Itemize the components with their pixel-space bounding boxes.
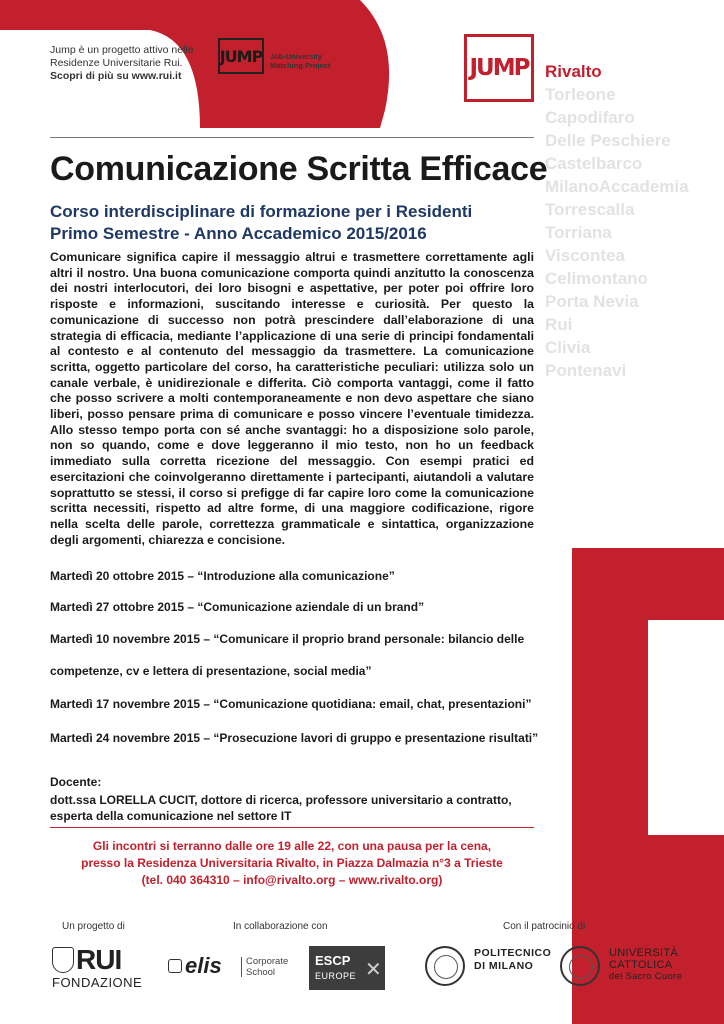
escp-europe-logo [309, 946, 385, 990]
politecnico-line: POLITECNICO [474, 947, 552, 959]
elis-sub-line: School [246, 967, 276, 978]
teacher-label: Docente: [50, 775, 102, 789]
footer-label-project: Un progetto di [62, 921, 125, 932]
teacher-line: esperta della comunicazione nel settore IT [50, 809, 292, 823]
session-item: Martedì 27 ottobre 2015 – “Comunicazione aziendale di un brand” [50, 600, 425, 614]
residence-item: Delle Peschiere [545, 131, 671, 150]
jump-logo: JUMP [218, 38, 264, 74]
venue-line: presso la Residenza Universitaria Rivalto, in Piazza Dalmazia n°3 a Trieste [81, 856, 503, 870]
venue-line: Gli incontri si terranno dalle ore 19 alle 22, con una pausa per la cena, [92, 839, 492, 853]
venue-info [50, 838, 534, 889]
session-item-continuation: competenze, cv e lettera di presentazione, social media” [50, 664, 372, 678]
residence-item: Viscontea [545, 246, 626, 265]
teacher-info [50, 792, 520, 824]
footer-label-patronage: Con il patrocinio di [503, 921, 586, 932]
cattolica-seal-icon [560, 946, 600, 986]
residence-item: Torrescalla [545, 200, 635, 219]
cattolica-line: del Sacro Cuore [609, 971, 683, 982]
cattolica-line: CATTOLICA [609, 959, 673, 971]
escp-logo-sub: EUROPE [315, 971, 357, 981]
contact-line: (tel. 040 364310 – info@rivalto.org – www.rivalto.org) [141, 873, 443, 887]
cattolica-logo-text [609, 947, 682, 983]
session-item: Martedì 24 novembre 2015 – “Prosecuzione lavori di gruppo e presentazione risultati” [50, 731, 539, 745]
politecnico-logo-text [474, 947, 551, 973]
residence-item: MilanoAccademia [545, 177, 689, 196]
elis-logo-sub [246, 956, 288, 978]
jump-logo-large: JUMP [464, 34, 534, 102]
residence-item: Clivia [545, 338, 591, 357]
course-description: Comunicare significa capire il messaggio altrui e trasmettere correttamente agli altri il nostro. Una buona comunicazione comporta quindi anzitutto la conoscenza dei nostri interlocutori, dei loro bisogni e aspettative, per poter poi offrire loro risposte e informazioni, suscitando interesse e curiosità. Per questo la comunicazione di successo non potrà prescindere dall’elaborazione di una strategia di efficacia, mediante l’applicazione di una serie di principi fondamentali al contesto e al contenuto del messaggio da trasmettere. La comunicazione scritta, oggetto particolare del corso, ha caratteristiche peculiari: utilizza solo un canale verbale, è unidirezionale e differita. Ciò comporta vantaggi, come il fatto che posso scrivere a molti contemporaneamente e non devo aspettare che siano liberi, posso pensare prima di comunicare e posso vincere l’eventuale timidezza. Allo stesso tempo porta con sé anche svantaggi: ho a disposizione solo parole, non so quando, come e dove leggeranno il mio testo, non ho un feedback immediato sulla corretta ricezione del messaggio. Con esempi pratici ed esercitazioni che coinvolgeranno direttamente i partecipanti, aiutandoli a valutare soprattutto se stessi, il corso si prefigge di far capire loro come la comunicazione scritta necessiti, rispetto ad altre forme, di una maggiore codificazione, rigore nella scelta delle parole, correttezza grammaticale e sintattica, organizzazione degli argomenti, chiarezza e concisione. [50, 250, 534, 547]
teacher-line: dott.ssa LORELLA CUCIT, dottore di ricerca, professore universitario a contratto, [50, 793, 512, 807]
session-item: Martedì 10 novembre 2015 – “Comunicare il proprio brand personale: bilancio delle [50, 632, 525, 646]
escp-x-icon: ✕ [365, 959, 382, 981]
residence-item: Torriana [545, 223, 612, 242]
intro-line: Residenze Universitarie Rui. [50, 57, 183, 69]
residence-item: Celimontano [545, 269, 648, 288]
cattolica-line: UNIVERSITÀ [609, 947, 679, 959]
residence-item: Porta Nevia [545, 292, 639, 311]
politecnico-seal-icon [425, 946, 465, 986]
session-item: Martedì 20 ottobre 2015 – “Introduzione alla comunicazione” [50, 569, 395, 583]
intro-text [50, 44, 220, 83]
jump-tagline [270, 52, 370, 70]
divider-red [50, 827, 534, 828]
residence-list [545, 60, 689, 382]
jump-tagline-line: Job-University [270, 52, 323, 61]
intro-link-line: Scopri di più su www.rui.it [50, 70, 182, 82]
residence-item: Pontenavi [545, 361, 627, 380]
rui-foundation-logo [52, 945, 142, 991]
elis-logo-name: elis [185, 953, 222, 978]
subtitle: Corso interdisciplinare di formazione per i Residenti [50, 202, 473, 221]
rui-logo-sub: FONDAZIONE [52, 975, 143, 990]
residence-item: Rui [545, 315, 573, 334]
residence-item: Rivalto [545, 62, 602, 81]
politecnico-line: DI MILANO [474, 960, 534, 972]
residence-item: Capodifaro [545, 108, 635, 127]
jump-tagline-line: Matching Project [270, 61, 331, 70]
residence-item: Castelbarco [545, 154, 643, 173]
rui-logo-name: RUI [76, 944, 122, 975]
session-item: Martedì 17 novembre 2015 – “Comunicazione quotidiana: email, chat, presentazioni” [50, 697, 532, 711]
rui-crest-icon [52, 947, 74, 973]
residence-item: Torleone [545, 85, 616, 104]
elis-sub-line: Corporate [246, 956, 289, 967]
intro-line: Jump è un progetto attivo nelle [50, 44, 194, 56]
escp-logo-name: ESCP [315, 953, 351, 968]
footer-label-collaboration: In collaborazione con [233, 921, 328, 932]
page-title: Comunicazione Scritta Efficace [50, 150, 548, 188]
elis-logo [168, 953, 293, 983]
elis-separator [241, 957, 242, 977]
subtitle-semester: Primo Semestre - Anno Accademico 2015/2016 [50, 224, 427, 243]
divider [50, 137, 534, 138]
elis-mark-icon [168, 959, 182, 973]
